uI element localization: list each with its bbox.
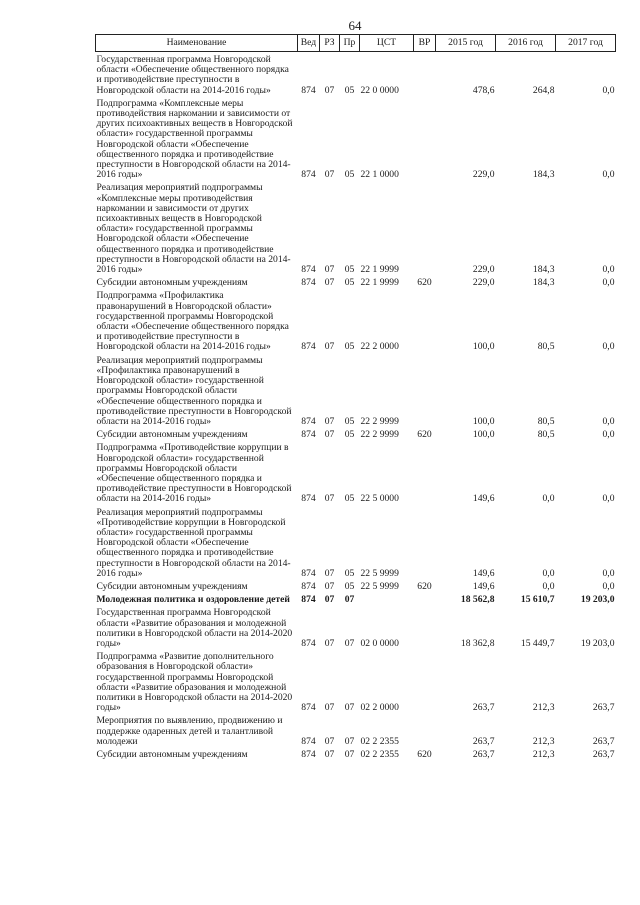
cell-ved: 874 xyxy=(301,580,316,592)
cell-cst: 22 2 0000 xyxy=(360,341,399,353)
cell-2015: 149,6 xyxy=(472,567,495,579)
cell-rz: 07 xyxy=(324,415,335,427)
cell-rz: 07 xyxy=(324,169,335,181)
cell-ved: 874 xyxy=(301,567,316,579)
cell-2017: 0,0 xyxy=(602,429,615,441)
cell-2015: 478,6 xyxy=(472,84,495,96)
cell-2017: 0,0 xyxy=(602,264,615,276)
cell-2016: 212,3 xyxy=(532,735,555,747)
cell-cst: 22 2 9999 xyxy=(360,429,399,441)
header-2017: 2017 год xyxy=(556,35,616,52)
cell-vr xyxy=(414,353,436,427)
header-2016: 2016 год xyxy=(496,35,556,52)
cell-2016: 80,5 xyxy=(537,415,555,427)
cell-name: Мероприятия по выявлению, продвижению и поддержке одаренных детей и талантливой молодежи xyxy=(96,715,283,747)
cell-2017: 0,0 xyxy=(602,567,615,579)
cell-vr xyxy=(414,440,436,504)
cell-2015: 229,0 xyxy=(472,277,495,289)
cell-vr xyxy=(414,180,436,275)
cell-ved: 874 xyxy=(301,415,316,427)
cell-ved: 874 xyxy=(301,637,316,649)
header-ved: Вед xyxy=(298,35,320,52)
cell-cst: 02 2 0000 xyxy=(360,702,399,714)
cell-name: Субсидии автономным учреждениям xyxy=(96,277,248,289)
cell-rz: 07 xyxy=(324,749,335,760)
cell-ved: 874 xyxy=(301,702,316,714)
table-body xyxy=(96,52,616,761)
cell-2017: 0,0 xyxy=(602,493,615,505)
cell-name: Подпрограмма «Комплексные меры противодействия наркомании и зависимости от других психоактивных веществ в Новгородской области» государственной программы Новгородской области «Обеспечение общественного порядка и противодействие преступности в Новгородской области на 2014-2016 годы» xyxy=(96,97,293,181)
cell-ved: 874 xyxy=(301,169,316,181)
cell-2016: 0,0 xyxy=(542,567,555,579)
cell-name: Подпрограмма «Развитие дополнительного образования в Новгородской области» государственной программы Новгородской области «Развитие образования и молодежной политики в Новгородской области на 2014-2020 годы» xyxy=(96,651,293,714)
cell-pr: 05 xyxy=(344,341,355,353)
cell-2015: 229,0 xyxy=(472,264,495,276)
cell-pr: 07 xyxy=(344,594,355,606)
cell-ved: 874 xyxy=(301,341,316,353)
cell-rz: 07 xyxy=(324,277,335,289)
table-row xyxy=(96,52,616,96)
table-row xyxy=(96,180,616,275)
cell-2017: 0,0 xyxy=(602,169,615,181)
cell-2015: 149,6 xyxy=(472,580,495,592)
cell-2016: 15 449,7 xyxy=(520,637,555,649)
table-row xyxy=(96,592,616,605)
cell-rz: 07 xyxy=(324,429,335,441)
table-row xyxy=(96,579,616,592)
cell-vr xyxy=(414,605,436,649)
cell-2015: 100,0 xyxy=(472,415,495,427)
cell-ved: 874 xyxy=(301,594,316,606)
cell-2017: 0,0 xyxy=(602,341,615,353)
header-cst: ЦСТ xyxy=(360,35,414,52)
cell-cst: 22 0 0000 xyxy=(360,84,399,96)
cell-2015: 149,6 xyxy=(472,493,495,505)
cell-2015: 263,7 xyxy=(472,749,495,760)
cell-rz: 07 xyxy=(324,567,335,579)
cell-name: Субсидии автономным учреждениям xyxy=(96,580,248,592)
cell-2015: 229,0 xyxy=(472,169,495,181)
cell-2015: 100,0 xyxy=(472,341,495,353)
cell-name: Государственная программа Новгородской области «Обеспечение общественного порядка и противодействие преступности в Новгородской области на 2014-2016 годы» xyxy=(96,54,289,96)
cell-pr: 07 xyxy=(344,637,355,649)
cell-ved: 874 xyxy=(301,277,316,289)
cell-cst: 22 5 9999 xyxy=(360,580,399,592)
header-name: Наименование xyxy=(96,35,298,52)
cell-2016: 184,3 xyxy=(532,277,555,289)
cell-2016: 184,3 xyxy=(532,264,555,276)
table-row xyxy=(96,96,616,181)
cell-cst: 22 5 9999 xyxy=(360,567,399,579)
table-row xyxy=(96,713,616,747)
cell-vr xyxy=(414,649,436,713)
cell-2016: 0,0 xyxy=(542,580,555,592)
cell-name: Реализация мероприятий подпрограммы «Профилактика правонарушений в Новгородской области» государственной программы Новгородской области «Обеспечение общественного порядка и противодействие преступности в Новгородской области на 2014-2016 годы» xyxy=(96,354,292,427)
cell-vr xyxy=(414,505,436,579)
cell-2017: 19 203,0 xyxy=(580,594,615,606)
cell-vr xyxy=(414,52,436,96)
cell-cst: 22 2 9999 xyxy=(360,415,399,427)
cell-pr: 07 xyxy=(344,749,355,760)
cell-cst: 22 1 0000 xyxy=(360,169,399,181)
cell-2016: 15 610,7 xyxy=(520,594,555,606)
budget-table xyxy=(95,34,616,760)
table-row xyxy=(96,505,616,579)
cell-rz: 07 xyxy=(324,84,335,96)
table-row xyxy=(96,353,616,427)
cell-name: Государственная программа Новгородской области «Развитие образования и молодежной политики в Новгородской области на 2014-2020 годы» xyxy=(96,607,293,649)
cell-cst xyxy=(360,592,414,605)
cell-ved: 874 xyxy=(301,493,316,505)
cell-ved: 874 xyxy=(301,749,316,760)
cell-2015: 100,0 xyxy=(472,429,495,441)
cell-cst: 22 1 9999 xyxy=(360,264,399,276)
cell-pr: 07 xyxy=(344,702,355,714)
page-number: 64 xyxy=(348,18,362,33)
table-row xyxy=(96,605,616,649)
cell-cst: 22 5 0000 xyxy=(360,493,399,505)
cell-vr xyxy=(414,592,436,605)
cell-rz: 07 xyxy=(324,702,335,714)
table-row xyxy=(96,288,616,352)
cell-name: Молодежная политика и оздоровление детей xyxy=(96,594,290,606)
cell-ved: 874 xyxy=(301,429,316,441)
cell-rz: 07 xyxy=(324,580,335,592)
table-row xyxy=(96,747,616,760)
cell-pr: 05 xyxy=(344,493,355,505)
cell-ved: 874 xyxy=(301,264,316,276)
cell-pr: 07 xyxy=(344,735,355,747)
cell-2015: 18 362,8 xyxy=(460,637,495,649)
table-row xyxy=(96,275,616,288)
cell-2017: 0,0 xyxy=(602,580,615,592)
cell-name: Реализация мероприятий подпрограммы «Комплексные меры противодействия наркомании и зависимости от других психоактивных веществ в Новгородской области» государственной программы Новгородской области «Обеспечение общественного порядка и противодействие преступности в Новгородской области на 2014-2016 годы» xyxy=(96,182,291,276)
cell-pr: 05 xyxy=(344,264,355,276)
table-row xyxy=(96,427,616,440)
cell-2016: 184,3 xyxy=(532,169,555,181)
cell-pr: 05 xyxy=(344,567,355,579)
header-2015: 2015 год xyxy=(436,35,496,52)
cell-vr: 620 xyxy=(417,429,432,441)
cell-vr xyxy=(414,288,436,352)
cell-vr: 620 xyxy=(417,580,432,592)
cell-name: Подпрограмма «Профилактика правонарушений в Новгородской области» государственной программы Новгородской области «Обеспечение общественного порядка и противодействие преступности в Новгородской области на 2014-2016 годы» xyxy=(96,290,289,353)
cell-cst: 02 2 2355 xyxy=(360,749,399,760)
cell-2015: 263,7 xyxy=(472,702,495,714)
cell-2017: 263,7 xyxy=(592,702,615,714)
cell-vr xyxy=(414,96,436,181)
header-rz: РЗ xyxy=(320,35,340,52)
cell-ved: 874 xyxy=(301,84,316,96)
cell-2016: 264,8 xyxy=(532,84,555,96)
cell-pr: 05 xyxy=(344,580,355,592)
cell-name: Подпрограмма «Противодействие коррупции в Новгородской области» государственной программы Новгородской области «Обеспечение общественного порядка и противодействие преступности в Новгородской области на 2014-2016 годы» xyxy=(96,442,292,505)
cell-2016: 212,3 xyxy=(532,702,555,714)
header-vr: ВР xyxy=(414,35,436,52)
cell-vr xyxy=(414,713,436,747)
cell-name: Реализация мероприятий подпрограммы «Противодействие коррупции в Новгородской области» государственной программы Новгородской области «Обеспечение общественного порядка и противодействие преступности в Новгородской области на 2014-2016 годы» xyxy=(96,506,291,579)
cell-pr: 05 xyxy=(344,84,355,96)
cell-vr: 620 xyxy=(417,749,432,760)
cell-cst: 02 0 0000 xyxy=(360,637,399,649)
header-pr: Пр xyxy=(340,35,360,52)
cell-2016: 80,5 xyxy=(537,429,555,441)
cell-pr: 05 xyxy=(344,169,355,181)
cell-rz: 07 xyxy=(324,341,335,353)
cell-rz: 07 xyxy=(324,637,335,649)
cell-2016: 0,0 xyxy=(542,493,555,505)
cell-2017: 0,0 xyxy=(602,277,615,289)
cell-2017: 263,7 xyxy=(592,749,615,760)
table-row xyxy=(96,440,616,504)
cell-2016: 80,5 xyxy=(537,341,555,353)
cell-rz: 07 xyxy=(324,264,335,276)
cell-pr: 05 xyxy=(344,429,355,441)
table-header-row xyxy=(96,35,616,52)
cell-rz: 07 xyxy=(324,493,335,505)
cell-2017: 263,7 xyxy=(592,735,615,747)
cell-2017: 0,0 xyxy=(602,415,615,427)
cell-pr: 05 xyxy=(344,277,355,289)
cell-2015: 18 562,8 xyxy=(460,594,495,606)
table-row xyxy=(96,649,616,713)
cell-cst: 22 1 9999 xyxy=(360,277,399,289)
cell-rz: 07 xyxy=(324,594,335,606)
cell-vr: 620 xyxy=(417,277,432,289)
cell-name: Субсидии автономным учреждениям xyxy=(96,429,248,441)
cell-name: Субсидии автономным учреждениям xyxy=(96,749,248,760)
cell-pr: 05 xyxy=(344,415,355,427)
cell-rz: 07 xyxy=(324,735,335,747)
cell-2017: 0,0 xyxy=(602,84,615,96)
cell-2016: 212,3 xyxy=(532,749,555,760)
cell-2017: 19 203,0 xyxy=(580,637,615,649)
cell-2015: 263,7 xyxy=(472,735,495,747)
cell-cst: 02 2 2355 xyxy=(360,735,399,747)
cell-ved: 874 xyxy=(301,735,316,747)
